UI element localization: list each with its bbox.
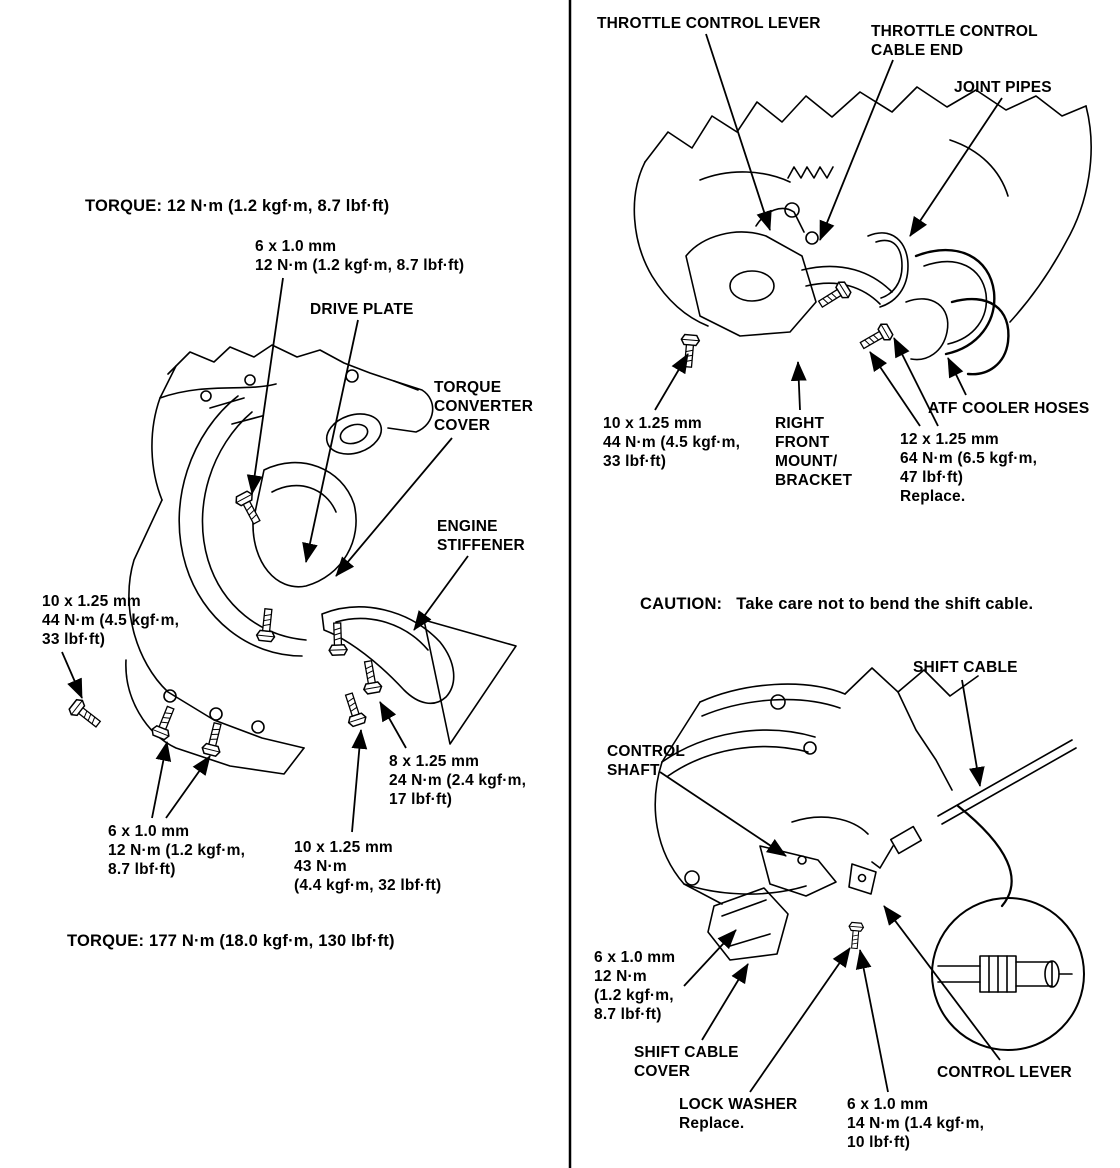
bolt-spec-8x125: 8 x 1.25 mm 24 N·m (2.4 kgf·m, 17 lbf·ft) [389,753,527,808]
bolt-spec-12x125: 12 x 1.25 mm 64 N·m (6.5 kgf·m, 47 lbf·ft) Replace. [900,431,1038,505]
right-bottom-drawing-shift-linkage [655,668,1084,1050]
bolt-icon [234,490,265,527]
label-throttle-control-lever: THROTTLE CONTROL LEVER [597,15,821,32]
bolt-icon [201,722,226,757]
label-drive-plate: DRIVE PLATE [310,301,414,318]
bolt-spec-6x10-cover: 6 x 1.0 mm 12 N·m (1.2 kgf·m, 8.7 lbf·ft) [594,949,676,1023]
caution-text: Take care not to bend the shift cable. [736,595,1034,613]
label-shift-cable: SHIFT CABLE [913,659,1018,676]
label-atf-cooler-hoses: ATF COOLER HOSES [928,400,1090,417]
label-shift-cable-cover: SHIFT CABLE COVER [634,1044,739,1080]
right-top-bolts [679,280,894,368]
caution-note [640,595,1033,614]
right-bottom-bolts [847,922,864,949]
bolt-spec-10x125-43: 10 x 1.25 mm 43 N·m (4.4 kgf·m, 32 lbf·ft) [294,839,442,894]
label-joint-pipes: JOINT PIPES [954,79,1052,96]
bolt-icon [150,704,179,740]
caution-keyword: CAUTION: [640,595,723,613]
right-bottom-leader-arrows [660,680,1000,1092]
label-right-front-mount-bracket: RIGHT FRONT MOUNT/ BRACKET [775,415,853,489]
bolt-spec-6x10-lever: 6 x 1.0 mm 14 N·m (1.4 kgf·m, 10 lbf·ft) [847,1096,985,1151]
bolt-icon [858,322,895,354]
right-top-drawing-engine-mount [634,87,1091,374]
torque-spec-top: TORQUE: 12 N·m (1.2 kgf·m, 8.7 lbf·ft) [85,197,390,215]
bolt-spec-10x125-44-left: 10 x 1.25 mm 44 N·m (4.5 kgf·m, 33 lbf·ft) [42,593,180,648]
label-control-lever: CONTROL LEVER [937,1064,1072,1081]
left-leader-arrows [62,278,468,832]
bolt-icon [328,623,347,656]
right-top-leader-arrows [655,34,1002,426]
bolt-icon [340,691,367,727]
label-lock-washer: LOCK WASHER Replace. [679,1096,798,1132]
bolt-spec-10x125-44-right: 10 x 1.25 mm 44 N·m (4.5 kgf·m, 33 lbf·ft) [603,415,741,470]
bolt-icon [67,697,103,731]
label-control-shaft: CONTROL SHAFT [607,743,686,779]
label-torque-converter-cover: TORQUE CONVERTER COVER [434,379,534,434]
label-throttle-control-cable-end: THROTTLE CONTROL CABLE END [871,23,1038,59]
torque-spec-bottom: TORQUE: 177 N·m (18.0 kgf·m, 130 lbf·ft) [67,932,395,950]
label-engine-stiffener: ENGINE STIFFENER [437,518,525,554]
bolt-spec-6x10-top: 6 x 1.0 mm 12 N·m (1.2 kgf·m, 8.7 lbf·ft) [255,238,465,274]
bolt-spec-6x10-bottom: 6 x 1.0 mm 12 N·m (1.2 kgf·m, 8.7 lbf·ft) [108,823,246,878]
bolt-icon [847,922,864,949]
